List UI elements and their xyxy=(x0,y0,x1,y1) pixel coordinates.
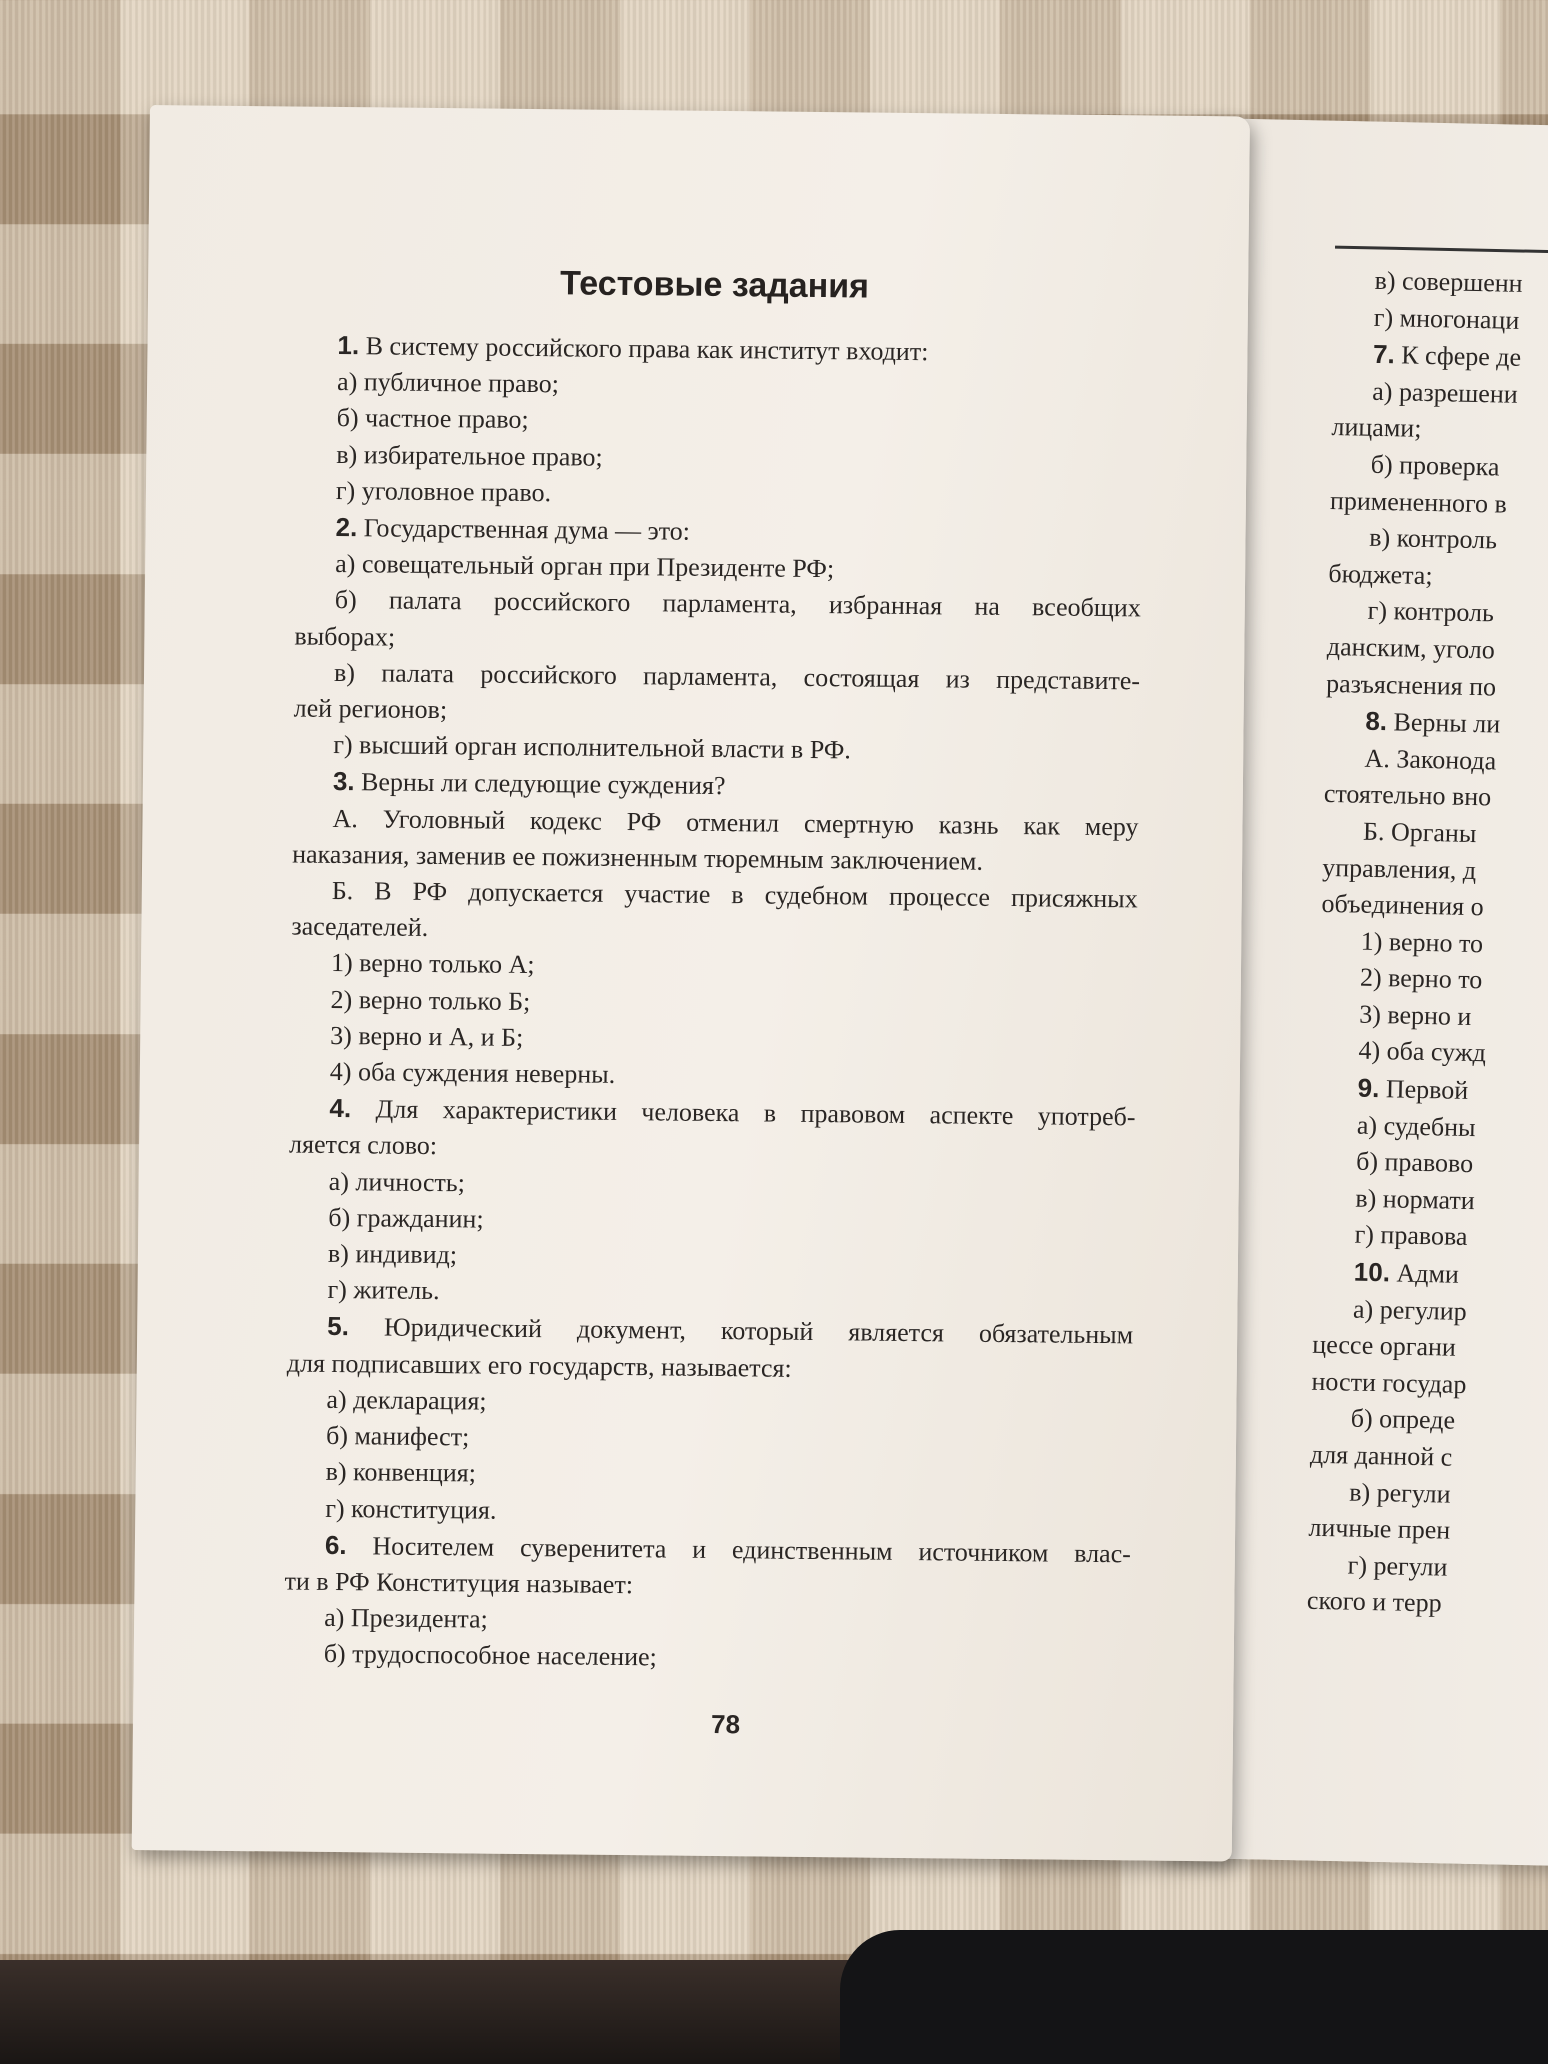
question-number: 4. xyxy=(329,1093,352,1124)
text-line xyxy=(1328,556,1548,598)
line-text: а) декларация; xyxy=(326,1384,487,1416)
text-line xyxy=(1311,1364,1548,1406)
text-line xyxy=(1329,519,1548,561)
line-text: бюджета; xyxy=(1328,558,1433,590)
question-number: 1. xyxy=(337,329,360,361)
text-line xyxy=(1332,373,1548,415)
line-text: стоятельно вно xyxy=(1323,779,1492,812)
question-line xyxy=(1313,1253,1548,1296)
question-number: 7. xyxy=(1372,339,1396,370)
line-text: объединения о xyxy=(1321,888,1484,922)
question-line xyxy=(1333,335,1548,378)
text-line xyxy=(1327,629,1548,671)
line-text: лицами; xyxy=(1331,412,1422,444)
line-text: Б. В РФ допускается участие в судебном процессе присяжных xyxy=(331,875,1138,914)
question-number: 10. xyxy=(1353,1256,1391,1288)
line-text: г) правова xyxy=(1354,1220,1468,1252)
text-line xyxy=(1324,740,1548,782)
text-line xyxy=(1323,776,1548,818)
line-text: А. Уголовный кодекс РФ отменил смертную казнь как меру xyxy=(332,803,1139,842)
line-text: разъяснения по xyxy=(1325,668,1497,701)
text-line xyxy=(1316,1143,1548,1185)
dark-object xyxy=(840,1930,1548,2064)
line-text: г) высший орган исполнительной власти в РФ. xyxy=(333,730,851,765)
line-text: примененного в xyxy=(1329,485,1508,519)
text-line xyxy=(1312,1327,1548,1369)
line-text: 3) верно и xyxy=(1358,999,1472,1031)
line-text: а) публичное право; xyxy=(336,367,560,399)
text-line xyxy=(1333,299,1548,341)
line-text: б) опреде xyxy=(1350,1403,1456,1436)
line-text: б) палата российского парламента, избранная на всеобщих xyxy=(334,585,1141,623)
line-text: а) судебны xyxy=(1356,1110,1476,1142)
text-line xyxy=(1327,592,1548,634)
page-title: Тестовые задания xyxy=(559,264,870,306)
text-line xyxy=(1307,1546,1548,1588)
text-line xyxy=(1326,665,1548,707)
line-text: личные прен xyxy=(1308,1512,1451,1545)
line-text: выборах; xyxy=(294,621,396,652)
line-text: Адми xyxy=(1396,1258,1460,1289)
question-number: 6. xyxy=(324,1529,347,1560)
line-text: Первой xyxy=(1385,1074,1469,1106)
line-text: б) гражданин; xyxy=(328,1202,484,1234)
line-text: г) многонаци xyxy=(1373,302,1520,335)
text-line xyxy=(1323,813,1548,855)
line-text: управления, д xyxy=(1322,852,1477,885)
line-text: К сфере де xyxy=(1400,340,1522,373)
text-line xyxy=(1317,1106,1548,1148)
text-line xyxy=(1320,959,1548,1001)
text-line xyxy=(1318,1032,1548,1074)
line-text: данским, уголо xyxy=(1326,631,1496,665)
right-page-content xyxy=(1307,262,1548,1625)
line-text: в) регули xyxy=(1348,1477,1451,1509)
text-line xyxy=(1319,996,1548,1038)
line-text: наказания, заменив ее пожизненным тюремным заключением. xyxy=(292,839,984,876)
line-text: г) уголовное право. xyxy=(335,475,552,508)
text-line xyxy=(284,1636,1130,1681)
text-line xyxy=(1320,923,1548,965)
line-text: для данной с xyxy=(1309,1439,1453,1472)
line-text: 3) верно и А, и Б; xyxy=(330,1020,524,1052)
text-line xyxy=(1330,483,1548,525)
line-text: б) манифест; xyxy=(325,1421,470,1452)
line-text: 1) верно то xyxy=(1360,926,1484,958)
line-text: Б. Органы xyxy=(1362,816,1477,848)
line-text: Юридический документ, который является обязательным xyxy=(383,1313,1134,1350)
line-text: ности государ xyxy=(1311,1366,1467,1399)
line-text: г) житель. xyxy=(327,1275,440,1306)
line-text: лей регионов; xyxy=(293,693,448,725)
line-text: а) Президента; xyxy=(324,1603,488,1634)
line-text: б) правово xyxy=(1355,1146,1474,1179)
line-text: В систему российского права как институт входит: xyxy=(365,331,929,367)
line-text: г) контроль xyxy=(1367,596,1495,628)
line-text: в) избирательное право; xyxy=(336,439,603,472)
line-text: в) палата российского парламента, состоящая из представите- xyxy=(333,657,1141,696)
text-line xyxy=(1334,262,1548,304)
line-text: г) регули xyxy=(1347,1550,1448,1582)
question-number: 2. xyxy=(335,511,358,543)
line-text: б) частное право; xyxy=(336,403,529,435)
line-text: 4) оба суждения неверны. xyxy=(329,1057,616,1089)
left-page-content xyxy=(132,105,1250,1861)
text-line xyxy=(1307,1583,1548,1625)
line-text: а) личность; xyxy=(328,1166,466,1198)
line-text: цессе органи xyxy=(1312,1329,1457,1362)
line-text: 2) верно только Б; xyxy=(330,984,531,1016)
line-text: а) регулир xyxy=(1352,1294,1468,1326)
text-line xyxy=(1310,1437,1548,1479)
text-line xyxy=(1310,1400,1548,1442)
line-text: б) проверка xyxy=(1370,449,1500,482)
question-number: 9. xyxy=(1357,1072,1380,1104)
line-text: ляется слово: xyxy=(288,1129,438,1161)
text-line xyxy=(1322,849,1548,891)
line-text: 4) оба сужд xyxy=(1358,1036,1487,1068)
text-line xyxy=(1330,446,1548,488)
text-line xyxy=(1314,1216,1548,1258)
question-number: 8. xyxy=(1365,705,1388,737)
text-line xyxy=(1313,1290,1548,1332)
line-text: в) конвенция; xyxy=(325,1457,477,1488)
line-text: в) нормати xyxy=(1355,1183,1476,1215)
line-text: а) разрешени xyxy=(1372,376,1519,409)
line-text: А. Законода xyxy=(1364,743,1497,776)
line-text: Носителем суверенитета и единственным источником влас- xyxy=(372,1531,1132,1569)
question-number: 5. xyxy=(327,1311,350,1342)
line-text: б) трудоспособное население; xyxy=(323,1639,657,1672)
line-text: для подписавших его государств, называется: xyxy=(286,1348,792,1383)
text-line xyxy=(1309,1473,1548,1515)
line-text: 1) верно только А; xyxy=(330,948,535,980)
page-number: 78 xyxy=(710,1708,741,1740)
line-text: Государственная дума — это: xyxy=(363,513,691,546)
test-questions xyxy=(284,327,1144,1681)
question-line xyxy=(1317,1069,1548,1112)
text-line xyxy=(1315,1180,1548,1222)
question-number: 3. xyxy=(332,766,355,797)
text-line xyxy=(1331,409,1548,451)
text-line xyxy=(1308,1510,1548,1552)
line-text: в) контроль xyxy=(1368,522,1498,555)
text-line xyxy=(1321,886,1548,928)
line-text: в) совершенн xyxy=(1374,265,1523,298)
line-text: заседателей. xyxy=(291,911,429,943)
line-text: в) индивид; xyxy=(327,1239,458,1270)
line-text: а) совещательный орган при Президенте РФ; xyxy=(335,549,835,584)
line-text: Верны ли xyxy=(1393,707,1501,739)
line-text: 2) верно то xyxy=(1359,962,1483,995)
question-line xyxy=(1325,702,1548,745)
line-text: Верны ли следующие суждения? xyxy=(360,767,726,801)
line-text: ти в РФ Конституция называет: xyxy=(284,1566,634,1600)
line-text: г) конституция. xyxy=(325,1493,497,1525)
line-text: ского и терр xyxy=(1306,1586,1442,1618)
line-text: Для характеристики человека в правовом аспекте употреб- xyxy=(375,1094,1136,1132)
